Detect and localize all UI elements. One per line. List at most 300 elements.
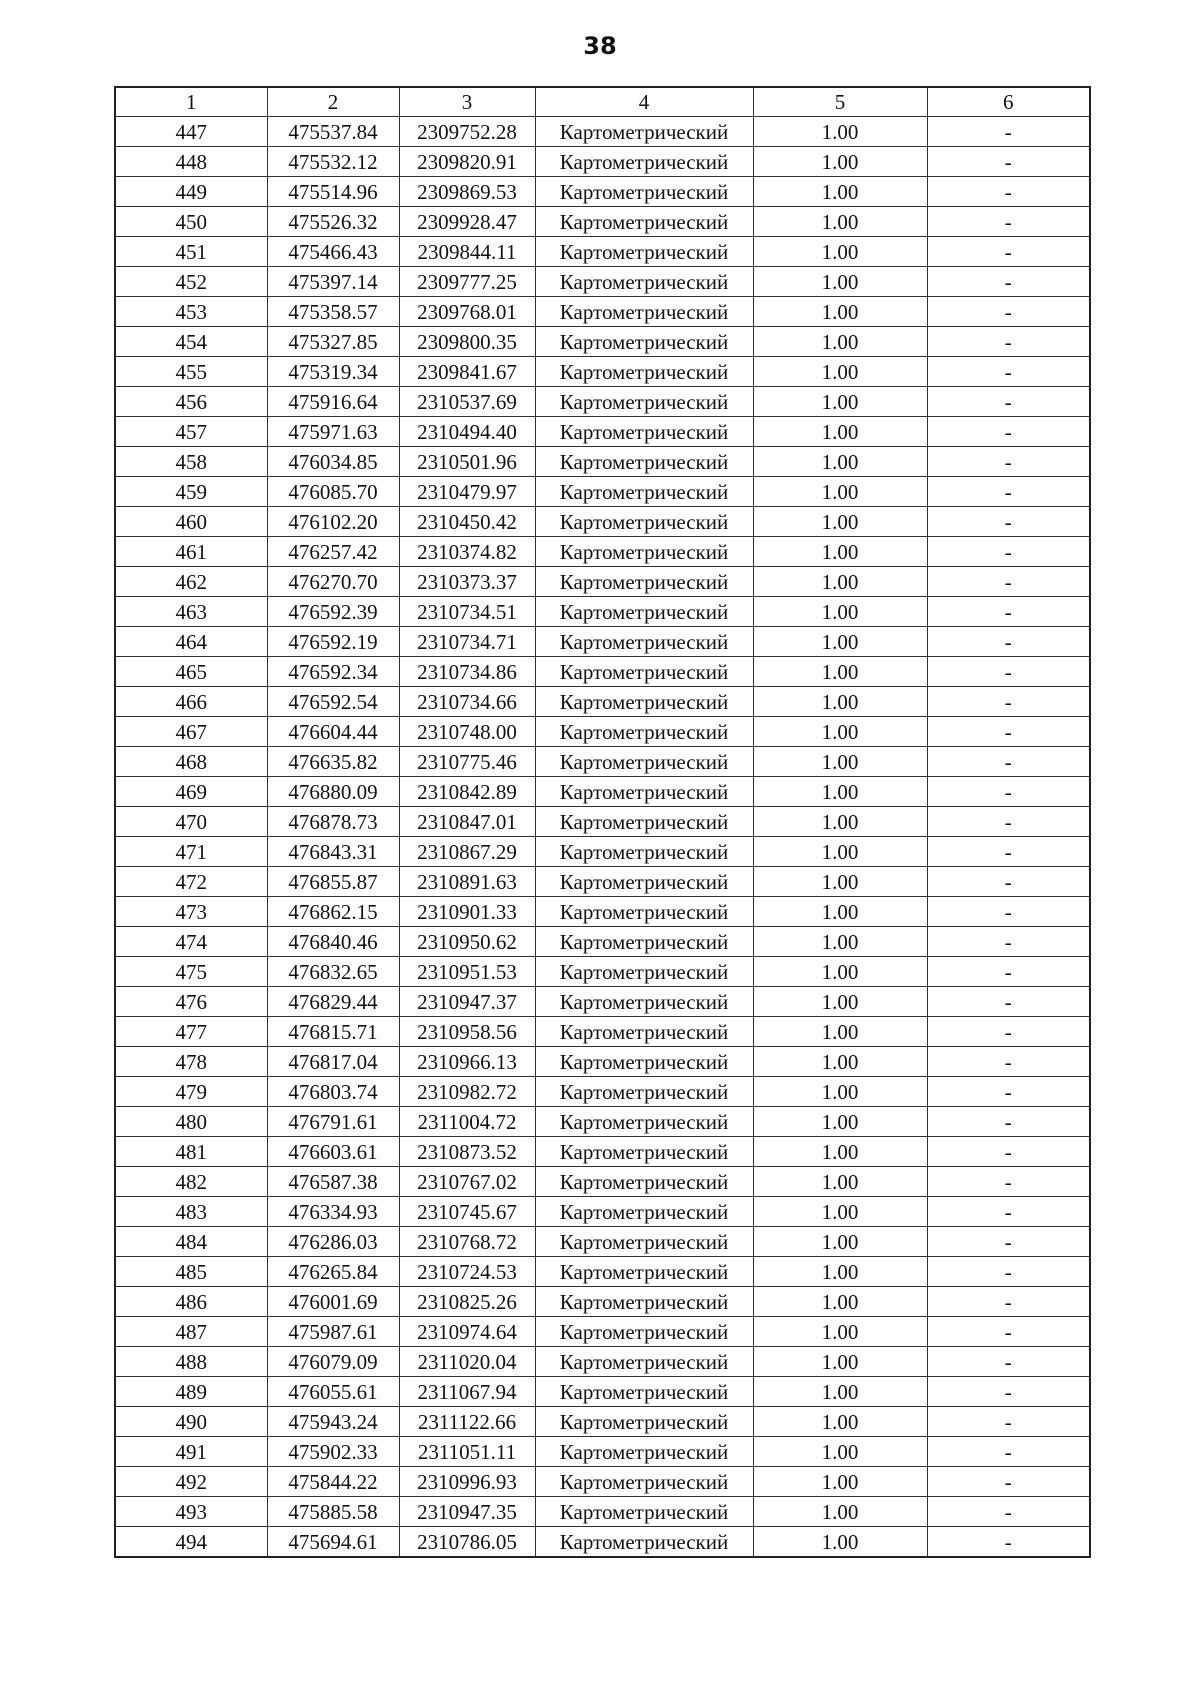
- table-cell: 2310947.37: [399, 987, 535, 1017]
- table-cell: -: [927, 297, 1090, 327]
- table-cell: 2309777.25: [399, 267, 535, 297]
- table-row: [115, 1377, 1090, 1407]
- table-cell: 2309820.91: [399, 147, 535, 177]
- table-cell: -: [927, 1467, 1090, 1497]
- table-cell: Картометрический: [535, 477, 753, 507]
- table-cell: 463: [115, 597, 267, 627]
- table-cell: 452: [115, 267, 267, 297]
- table-cell: 456: [115, 387, 267, 417]
- table-cell: -: [927, 1437, 1090, 1467]
- table-cell: 2310734.51: [399, 597, 535, 627]
- table-cell: 476592.54: [267, 687, 399, 717]
- table-cell: -: [927, 417, 1090, 447]
- table-cell: 475971.63: [267, 417, 399, 447]
- table-cell: Картометрический: [535, 237, 753, 267]
- table-cell: 472: [115, 867, 267, 897]
- table-cell: 2310974.64: [399, 1317, 535, 1347]
- table-cell: 2310966.13: [399, 1047, 535, 1077]
- table-cell: 476079.09: [267, 1347, 399, 1377]
- table-cell: 476102.20: [267, 507, 399, 537]
- table-cell: -: [927, 207, 1090, 237]
- table-cell: Картометрический: [535, 867, 753, 897]
- table-cell: -: [927, 237, 1090, 267]
- table-cell: 1.00: [753, 687, 927, 717]
- table-cell: -: [927, 177, 1090, 207]
- table-body: [115, 117, 1090, 1558]
- table-cell: 2310958.56: [399, 1017, 535, 1047]
- table-cell: 2310775.46: [399, 747, 535, 777]
- table-cell: 476791.61: [267, 1107, 399, 1137]
- table-cell: 1.00: [753, 597, 927, 627]
- coordinates-table: [114, 86, 1091, 1558]
- table-cell: 2310950.62: [399, 927, 535, 957]
- table-cell: 1.00: [753, 1167, 927, 1197]
- table-cell: -: [927, 597, 1090, 627]
- table-cell: 1.00: [753, 237, 927, 267]
- table-cell: -: [927, 147, 1090, 177]
- table-cell: 465: [115, 657, 267, 687]
- table-cell: 1.00: [753, 537, 927, 567]
- table-cell: -: [927, 717, 1090, 747]
- table-cell: 1.00: [753, 357, 927, 387]
- table-cell: -: [927, 1377, 1090, 1407]
- table-row: [115, 1347, 1090, 1377]
- table-row: [115, 657, 1090, 687]
- table-cell: 475987.61: [267, 1317, 399, 1347]
- column-header: 4: [535, 87, 753, 117]
- table-cell: 476855.87: [267, 867, 399, 897]
- table-cell: Картометрический: [535, 1317, 753, 1347]
- table-cell: 1.00: [753, 1317, 927, 1347]
- table-cell: 2311004.72: [399, 1107, 535, 1137]
- table-row: [115, 837, 1090, 867]
- table-cell: 476270.70: [267, 567, 399, 597]
- table-cell: 2310825.26: [399, 1287, 535, 1317]
- table-cell: 1.00: [753, 957, 927, 987]
- table-cell: Картометрический: [535, 537, 753, 567]
- table-cell: 461: [115, 537, 267, 567]
- table-cell: 475319.34: [267, 357, 399, 387]
- table-row: [115, 1407, 1090, 1437]
- table-cell: 2311122.66: [399, 1407, 535, 1437]
- table-cell: 1.00: [753, 417, 927, 447]
- table-cell: -: [927, 567, 1090, 597]
- table-row: [115, 357, 1090, 387]
- table-cell: 1.00: [753, 507, 927, 537]
- table-cell: 2310951.53: [399, 957, 535, 987]
- table-cell: 2310768.72: [399, 1227, 535, 1257]
- table-cell: Картометрический: [535, 1167, 753, 1197]
- table-cell: Картометрический: [535, 747, 753, 777]
- table-cell: 2310847.01: [399, 807, 535, 837]
- table-row: [115, 807, 1090, 837]
- table-cell: 470: [115, 807, 267, 837]
- table-cell: 1.00: [753, 867, 927, 897]
- table-row: [115, 1257, 1090, 1287]
- table-cell: 1.00: [753, 1287, 927, 1317]
- table-cell: 475694.61: [267, 1527, 399, 1558]
- table-cell: 475397.14: [267, 267, 399, 297]
- table-cell: 482: [115, 1167, 267, 1197]
- table-cell: 2311051.11: [399, 1437, 535, 1467]
- table-row: [115, 147, 1090, 177]
- table-cell: Картометрический: [535, 1287, 753, 1317]
- table-cell: Картометрический: [535, 1527, 753, 1558]
- table-cell: 490: [115, 1407, 267, 1437]
- table-cell: -: [927, 537, 1090, 567]
- table-cell: -: [927, 1257, 1090, 1287]
- table-cell: 450: [115, 207, 267, 237]
- table-row: [115, 1197, 1090, 1227]
- column-header: 1: [115, 87, 267, 117]
- table-cell: 1.00: [753, 1377, 927, 1407]
- table-cell: 476878.73: [267, 807, 399, 837]
- table-cell: -: [927, 1047, 1090, 1077]
- table-cell: -: [927, 477, 1090, 507]
- table-cell: Картометрический: [535, 507, 753, 537]
- table-cell: Картометрический: [535, 567, 753, 597]
- table-cell: -: [927, 627, 1090, 657]
- table-cell: -: [927, 1167, 1090, 1197]
- table-cell: -: [927, 1107, 1090, 1137]
- table-cell: 453: [115, 297, 267, 327]
- table-row: [115, 207, 1090, 237]
- table-cell: -: [927, 1407, 1090, 1437]
- table-cell: 476257.42: [267, 537, 399, 567]
- table-cell: Картометрический: [535, 837, 753, 867]
- table-cell: -: [927, 1077, 1090, 1107]
- table-cell: Картометрический: [535, 1227, 753, 1257]
- table-row: [115, 477, 1090, 507]
- table-cell: 2310745.67: [399, 1197, 535, 1227]
- table-cell: 1.00: [753, 927, 927, 957]
- table-cell: 1.00: [753, 147, 927, 177]
- table-row: [115, 447, 1090, 477]
- table-cell: 479: [115, 1077, 267, 1107]
- table-cell: 475885.58: [267, 1497, 399, 1527]
- table-row: [115, 957, 1090, 987]
- table-cell: Картометрический: [535, 717, 753, 747]
- table-cell: 475943.24: [267, 1407, 399, 1437]
- table-row: [115, 1137, 1090, 1167]
- table-cell: 1.00: [753, 117, 927, 147]
- table-cell: Картометрический: [535, 387, 753, 417]
- table-row: [115, 687, 1090, 717]
- table-cell: 1.00: [753, 177, 927, 207]
- table-cell: 476815.71: [267, 1017, 399, 1047]
- table-cell: 473: [115, 897, 267, 927]
- table-cell: 2310501.96: [399, 447, 535, 477]
- column-header: 2: [267, 87, 399, 117]
- table-cell: 476829.44: [267, 987, 399, 1017]
- table-cell: 1.00: [753, 1257, 927, 1287]
- table-cell: 2310996.93: [399, 1467, 535, 1497]
- table-cell: 462: [115, 567, 267, 597]
- table-row: [115, 897, 1090, 927]
- table-cell: Картометрический: [535, 207, 753, 237]
- table-cell: 476843.31: [267, 837, 399, 867]
- table-row: [115, 1077, 1090, 1107]
- table-cell: -: [927, 1227, 1090, 1257]
- table-cell: 1.00: [753, 447, 927, 477]
- table-cell: Картометрический: [535, 267, 753, 297]
- table-cell: 1.00: [753, 1497, 927, 1527]
- table-row: [115, 987, 1090, 1017]
- table-cell: Картометрический: [535, 1017, 753, 1047]
- table-row: [115, 537, 1090, 567]
- column-header: 5: [753, 87, 927, 117]
- table-cell: 477: [115, 1017, 267, 1047]
- table-cell: 476880.09: [267, 777, 399, 807]
- table-row: [115, 1287, 1090, 1317]
- table-cell: 475537.84: [267, 117, 399, 147]
- table-cell: 2311020.04: [399, 1347, 535, 1377]
- table-cell: 2310901.33: [399, 897, 535, 927]
- table-cell: 2310734.66: [399, 687, 535, 717]
- table-cell: 476085.70: [267, 477, 399, 507]
- table-cell: 1.00: [753, 1017, 927, 1047]
- table-cell: -: [927, 777, 1090, 807]
- table-cell: 457: [115, 417, 267, 447]
- table-cell: 475526.32: [267, 207, 399, 237]
- table-row: [115, 777, 1090, 807]
- table-cell: -: [927, 1287, 1090, 1317]
- table-cell: 1.00: [753, 1077, 927, 1107]
- table-cell: 476832.65: [267, 957, 399, 987]
- table-cell: 1.00: [753, 807, 927, 837]
- table-cell: 1.00: [753, 1047, 927, 1077]
- table-cell: 494: [115, 1527, 267, 1558]
- table-cell: 1.00: [753, 837, 927, 867]
- table-cell: 474: [115, 927, 267, 957]
- table-cell: 1.00: [753, 327, 927, 357]
- table-cell: 480: [115, 1107, 267, 1137]
- table-cell: 476587.38: [267, 1167, 399, 1197]
- table-row: [115, 507, 1090, 537]
- table-cell: 475902.33: [267, 1437, 399, 1467]
- table-row: [115, 237, 1090, 267]
- table-cell: 2310479.97: [399, 477, 535, 507]
- table-cell: 476055.61: [267, 1377, 399, 1407]
- table-cell: 466: [115, 687, 267, 717]
- table-cell: 481: [115, 1137, 267, 1167]
- table-cell: 449: [115, 177, 267, 207]
- page-number: 38: [583, 32, 617, 60]
- table-cell: 476603.61: [267, 1137, 399, 1167]
- table-cell: -: [927, 897, 1090, 927]
- table-cell: 475327.85: [267, 327, 399, 357]
- table-cell: 476840.46: [267, 927, 399, 957]
- table-cell: 476001.69: [267, 1287, 399, 1317]
- table-cell: -: [927, 987, 1090, 1017]
- table-cell: 476862.15: [267, 897, 399, 927]
- table-cell: Картометрический: [535, 1467, 753, 1497]
- table-cell: -: [927, 1347, 1090, 1377]
- table-cell: -: [927, 837, 1090, 867]
- table-cell: 2310724.53: [399, 1257, 535, 1287]
- table-cell: Картометрический: [535, 927, 753, 957]
- table-cell: -: [927, 747, 1090, 777]
- table-cell: 475532.12: [267, 147, 399, 177]
- table-cell: Картометрический: [535, 1347, 753, 1377]
- table-cell: 2310786.05: [399, 1527, 535, 1558]
- table-cell: 2310767.02: [399, 1167, 535, 1197]
- table-cell: 1.00: [753, 207, 927, 237]
- table-cell: 478: [115, 1047, 267, 1077]
- table-cell: 447: [115, 117, 267, 147]
- table-cell: 467: [115, 717, 267, 747]
- table-cell: 476334.93: [267, 1197, 399, 1227]
- table-cell: 2309841.67: [399, 357, 535, 387]
- table-cell: Картометрический: [535, 897, 753, 927]
- table-cell: 2310867.29: [399, 837, 535, 867]
- table-row: [115, 117, 1090, 147]
- table-cell: Картометрический: [535, 1257, 753, 1287]
- table-cell: 469: [115, 777, 267, 807]
- table-cell: 1.00: [753, 777, 927, 807]
- table-cell: 475358.57: [267, 297, 399, 327]
- table-cell: -: [927, 1317, 1090, 1347]
- table-cell: 491: [115, 1437, 267, 1467]
- table-cell: Картометрический: [535, 807, 753, 837]
- table-cell: -: [927, 807, 1090, 837]
- table-cell: 448: [115, 147, 267, 177]
- table-cell: -: [927, 1197, 1090, 1227]
- table-cell: Картометрический: [535, 447, 753, 477]
- table-cell: -: [927, 687, 1090, 717]
- table-cell: -: [927, 927, 1090, 957]
- table-cell: 459: [115, 477, 267, 507]
- table-cell: 1.00: [753, 1137, 927, 1167]
- table-cell: 1.00: [753, 657, 927, 687]
- table-cell: 1.00: [753, 1227, 927, 1257]
- table-cell: Картометрический: [535, 1047, 753, 1077]
- table-cell: Картометрический: [535, 1407, 753, 1437]
- table-cell: 2310374.82: [399, 537, 535, 567]
- table-cell: Картометрический: [535, 957, 753, 987]
- table-row: [115, 717, 1090, 747]
- table-cell: -: [927, 507, 1090, 537]
- table-row: [115, 1437, 1090, 1467]
- table-cell: 476592.39: [267, 597, 399, 627]
- table-cell: 1.00: [753, 1407, 927, 1437]
- table-cell: Картометрический: [535, 987, 753, 1017]
- table-cell: 489: [115, 1377, 267, 1407]
- table-cell: 476635.82: [267, 747, 399, 777]
- table-cell: 1.00: [753, 897, 927, 927]
- table-cell: -: [927, 387, 1090, 417]
- table-cell: 2310734.86: [399, 657, 535, 687]
- table-cell: -: [927, 1137, 1090, 1167]
- table-row: [115, 267, 1090, 297]
- table-row: [115, 327, 1090, 357]
- table-cell: 483: [115, 1197, 267, 1227]
- table-cell: 471: [115, 837, 267, 867]
- table-cell: 2310748.00: [399, 717, 535, 747]
- table-cell: Картометрический: [535, 1137, 753, 1167]
- table-cell: 2310982.72: [399, 1077, 535, 1107]
- table-row: [115, 1167, 1090, 1197]
- table-cell: 2310947.35: [399, 1497, 535, 1527]
- table-cell: Картометрический: [535, 297, 753, 327]
- table-cell: 460: [115, 507, 267, 537]
- table-cell: 2310842.89: [399, 777, 535, 807]
- table-cell: Картометрический: [535, 687, 753, 717]
- table-cell: 475844.22: [267, 1467, 399, 1497]
- table-cell: 2310734.71: [399, 627, 535, 657]
- table-row: [115, 867, 1090, 897]
- table-cell: 486: [115, 1287, 267, 1317]
- table-cell: 1.00: [753, 1527, 927, 1558]
- table-cell: Картометрический: [535, 777, 753, 807]
- table-cell: 492: [115, 1467, 267, 1497]
- table-cell: 2311067.94: [399, 1377, 535, 1407]
- table-cell: 464: [115, 627, 267, 657]
- table-row: [115, 927, 1090, 957]
- table-cell: 2310373.37: [399, 567, 535, 597]
- table-cell: 475514.96: [267, 177, 399, 207]
- table-cell: 1.00: [753, 1107, 927, 1137]
- table-row: [115, 1017, 1090, 1047]
- table-cell: 1.00: [753, 1197, 927, 1227]
- table-cell: 487: [115, 1317, 267, 1347]
- table-cell: -: [927, 447, 1090, 477]
- table-cell: Картометрический: [535, 1497, 753, 1527]
- table-cell: Картометрический: [535, 1437, 753, 1467]
- table-cell: Картометрический: [535, 627, 753, 657]
- table-cell: 2310494.40: [399, 417, 535, 447]
- table-cell: 2309752.28: [399, 117, 535, 147]
- table-cell: 1.00: [753, 1467, 927, 1497]
- table-cell: -: [927, 327, 1090, 357]
- table-cell: Картометрический: [535, 1197, 753, 1227]
- column-header: 3: [399, 87, 535, 117]
- table-cell: 476592.19: [267, 627, 399, 657]
- table-row: [115, 747, 1090, 777]
- table-cell: 484: [115, 1227, 267, 1257]
- table-cell: 475: [115, 957, 267, 987]
- table-cell: -: [927, 357, 1090, 387]
- table-cell: 454: [115, 327, 267, 357]
- table-cell: 475466.43: [267, 237, 399, 267]
- table-cell: 485: [115, 1257, 267, 1287]
- table-cell: Картометрический: [535, 417, 753, 447]
- table-cell: 476803.74: [267, 1077, 399, 1107]
- table-row: [115, 1047, 1090, 1077]
- table-cell: Картометрический: [535, 357, 753, 387]
- table-cell: 1.00: [753, 477, 927, 507]
- table-cell: 476817.04: [267, 1047, 399, 1077]
- table-cell: -: [927, 957, 1090, 987]
- table-cell: Картометрический: [535, 1107, 753, 1137]
- table-row: [115, 1107, 1090, 1137]
- table-row: [115, 627, 1090, 657]
- table-cell: 1.00: [753, 747, 927, 777]
- table-cell: 476286.03: [267, 1227, 399, 1257]
- table-cell: 1.00: [753, 1347, 927, 1377]
- table-cell: 476034.85: [267, 447, 399, 477]
- table-cell: Картометрический: [535, 147, 753, 177]
- table-cell: 1.00: [753, 567, 927, 597]
- table-cell: -: [927, 1497, 1090, 1527]
- table-cell: -: [927, 1527, 1090, 1558]
- table-cell: 2309869.53: [399, 177, 535, 207]
- table-cell: 2310450.42: [399, 507, 535, 537]
- table-cell: -: [927, 657, 1090, 687]
- table-row: [115, 417, 1090, 447]
- table-row: [115, 597, 1090, 627]
- table-cell: 493: [115, 1497, 267, 1527]
